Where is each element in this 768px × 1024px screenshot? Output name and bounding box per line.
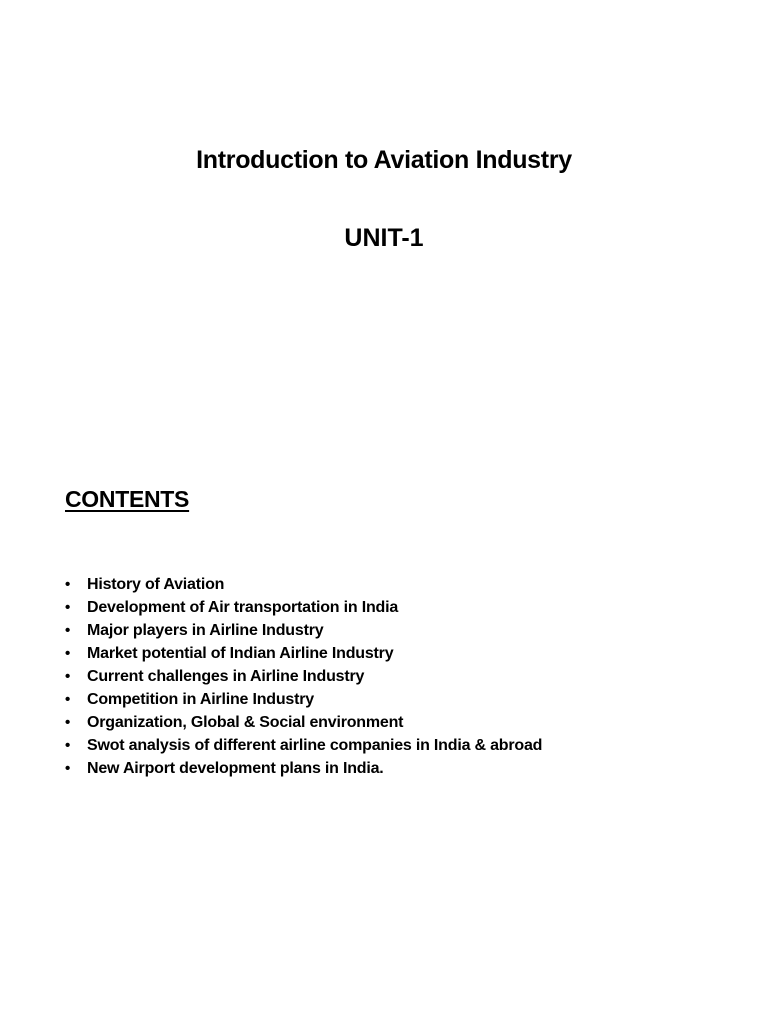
list-item-text: Competition in Airline Industry [87, 691, 314, 708]
list-item-text: New Airport development plans in India. [87, 760, 384, 777]
bullet-icon: • [65, 622, 71, 639]
bullet-icon: • [65, 691, 71, 708]
list-item-text: Market potential of Indian Airline Industry [87, 645, 394, 662]
list-item [65, 619, 745, 642]
bullet-icon: • [65, 599, 71, 616]
list-item [65, 757, 745, 780]
bullet-icon: • [65, 668, 71, 685]
list-item [65, 642, 745, 665]
list-item-text: History of Aviation [87, 576, 225, 593]
bullet-icon: • [65, 760, 71, 777]
bullet-icon: • [65, 737, 71, 754]
bullet-icon: • [65, 714, 71, 731]
list-item [65, 688, 745, 711]
bullet-icon: • [65, 645, 71, 662]
bullet-icon: • [65, 576, 71, 593]
unit-label: UNIT-1 [344, 224, 424, 252]
document-title: Introduction to Aviation Industry [196, 146, 572, 174]
list-item [65, 711, 745, 734]
list-item [65, 665, 745, 688]
list-item-text: Current challenges in Airline Industry [87, 668, 365, 685]
list-item [65, 596, 745, 619]
list-item [65, 573, 745, 596]
list-item [65, 734, 745, 757]
list-item-text: Development of Air transportation in India [87, 599, 399, 616]
contents-list [65, 573, 745, 780]
list-item-text: Major players in Airline Industry [87, 622, 324, 639]
list-item-text: Organization, Global & Social environment [87, 714, 404, 731]
contents-heading: CONTENTS [65, 486, 190, 512]
list-item-text: Swot analysis of different airline companies in India & abroad [87, 737, 543, 754]
